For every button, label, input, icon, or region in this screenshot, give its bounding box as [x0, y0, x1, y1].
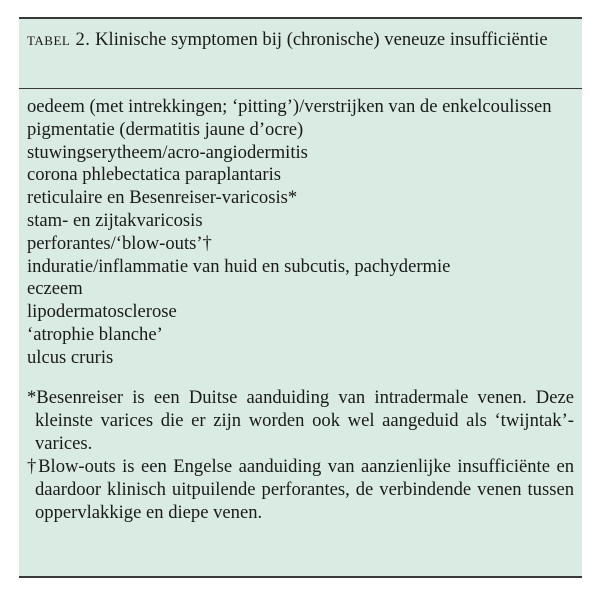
symptom-item: induratie/inflammatie van huid en subcutis, pachydermie: [27, 255, 451, 277]
footnote-besenreiser: *Besenreiser is een Duitse aanduiding van intradermale venen. Deze kleinste varices die er zijn worden ook wel aangeduid als ‘twijntak’-varices.: [27, 386, 574, 454]
table-label: tabel 2.: [27, 29, 91, 50]
symptom-item: lipodermatosclerose: [27, 301, 177, 323]
symptom-item: pigmentatie (dermatitis jaune d’ocre): [27, 118, 304, 140]
table-title: Klinische symptomen bij (chronische) veneuze insufficiëntie: [95, 29, 548, 50]
symptom-item: stuwingserytheem/acro-angiodermitis: [27, 141, 308, 163]
table-box: [19, 17, 582, 578]
symptom-item: ulcus cruris: [27, 346, 114, 368]
symptom-item: ‘atrophie blanche’: [27, 323, 163, 345]
symptom-item: corona phlebectatica paraplantaris: [27, 164, 281, 186]
symptom-item: reticulaire en Besenreiser-varicosis*: [27, 187, 298, 209]
symptom-item: stam- en zijtakvaricosis: [27, 209, 203, 231]
table-caption: [19, 19, 582, 89]
symptom-list: [19, 89, 582, 370]
footnotes: [19, 370, 582, 524]
symptom-item: perforantes/‘blow-outs’†: [27, 232, 212, 254]
symptom-item: oedeem (met intrekkingen; ‘pitting’)/verstrijken van de enkelcoulissen: [27, 96, 552, 117]
footnote-blow-outs: †Blow-outs is een Engelse aanduiding van aanzienlijke insufficiënte en daardoor klinisch uitpuilende perforantes, de verbindende venen tussen oppervlakkige en diepe venen.: [27, 455, 574, 523]
symptom-item: eczeem: [27, 278, 83, 300]
